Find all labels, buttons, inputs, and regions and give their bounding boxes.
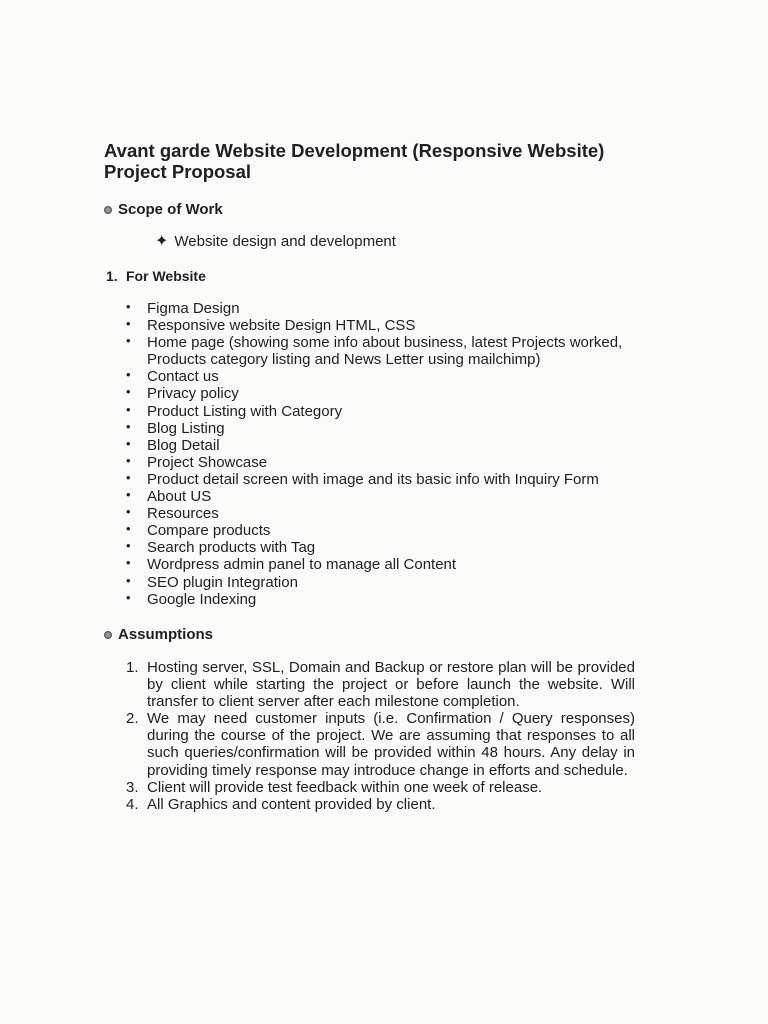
assumption-number: 1. xyxy=(126,659,139,676)
title-line-2: Project Proposal xyxy=(104,161,252,182)
list-item-text: SEO plugin Integration xyxy=(147,573,298,591)
list-item-text: Home page (showing some info about business, latest Projects worked, Products category listing and News Letter using mailchimp) xyxy=(147,334,623,369)
list-item-text: Compare products xyxy=(147,522,271,540)
list-item-text: Blog Listing xyxy=(147,419,225,437)
bullet-dot-icon: • xyxy=(126,384,131,400)
bullet-dot-icon: • xyxy=(126,452,131,468)
list-item xyxy=(126,539,667,556)
assumption-item xyxy=(126,710,635,778)
list-item xyxy=(126,471,667,488)
bullet-dot-icon: • xyxy=(126,418,131,434)
assumption-item xyxy=(126,659,635,710)
bullet-dot-icon: • xyxy=(126,367,131,383)
page-title xyxy=(104,140,704,182)
scope-sub-item xyxy=(155,233,396,251)
list-item-text: Wordpress admin panel to manage all Content xyxy=(147,556,457,574)
bullet-dot-icon: • xyxy=(126,572,131,588)
assumption-number: 2. xyxy=(126,710,139,728)
assumption-text: All Graphics and content provided by client. xyxy=(147,795,436,813)
list-item xyxy=(126,591,667,608)
list-item-text: Blog Detail xyxy=(147,436,220,454)
list-item xyxy=(126,437,667,454)
list-item xyxy=(126,522,667,539)
bullet-dot-icon: • xyxy=(126,299,131,314)
bullet-dot-icon: • xyxy=(126,401,131,417)
list-item xyxy=(126,317,667,334)
list-item xyxy=(126,488,667,505)
list-item-text: Contact us xyxy=(147,368,219,386)
list-item xyxy=(126,403,667,420)
assumption-text: We may need customer inputs (i.e. Confirmation / Query responses) during the course of the project. We are assuming that responses to all such queries/confirmation will be provided within 48 hours. Any delay in providing timely response may introduce change in efforts and schedule. xyxy=(147,710,635,779)
four-point-star-icon: ✦ xyxy=(155,233,169,250)
bullet-dot-icon: • xyxy=(126,555,131,571)
list-item xyxy=(126,505,667,522)
list-item-text: Resources xyxy=(147,505,219,523)
for-website-label: For Website xyxy=(126,268,206,284)
assumption-text: Hosting server, SSL, Domain and Backup or restore plan will be provided by client while starting the project or before launch the website. Will transfer to client server after each milestone completion. xyxy=(147,659,635,711)
list-item-text: About US xyxy=(147,488,212,506)
title-line-1: Avant garde Website Development (Responsive Website) xyxy=(104,140,605,161)
list-item-text: Figma Design xyxy=(147,300,240,317)
assumption-text: Client will provide test feedback within one week of release. xyxy=(147,778,543,796)
assumption-number: 4. xyxy=(126,795,139,813)
list-item xyxy=(126,574,667,591)
assumptions-heading xyxy=(104,626,213,644)
list-item xyxy=(126,556,667,573)
bullet-dot-icon: • xyxy=(126,521,131,537)
bullet-dot-icon: • xyxy=(126,316,131,332)
list-item xyxy=(126,385,667,402)
list-item xyxy=(126,420,667,437)
website-feature-list xyxy=(126,300,667,608)
list-item xyxy=(126,454,667,471)
list-item-text: Product detail screen with image and its basic info with Inquiry Form xyxy=(147,470,599,488)
scope-sub-item-label: Website design and development xyxy=(174,233,396,250)
scope-heading xyxy=(104,201,223,219)
scope-heading-label: Scope of Work xyxy=(118,201,223,218)
bullet-dot-icon: • xyxy=(126,333,131,349)
list-item xyxy=(126,300,667,317)
list-item-text: Responsive website Design HTML, CSS xyxy=(147,317,416,335)
disc-bullet-icon xyxy=(104,631,112,639)
assumptions-heading-label: Assumptions xyxy=(118,626,214,643)
list-item xyxy=(126,368,667,385)
list-item-text: Project Showcase xyxy=(147,453,268,471)
assumptions-list xyxy=(126,659,635,813)
bullet-dot-icon: • xyxy=(126,589,131,605)
assumption-item xyxy=(126,796,635,813)
bullet-dot-icon: • xyxy=(126,538,131,554)
bullet-dot-icon: • xyxy=(126,435,131,451)
list-item-text: Privacy policy xyxy=(147,385,239,403)
assumption-number: 3. xyxy=(126,778,139,796)
list-item-text: Google Indexing xyxy=(147,590,257,608)
bullet-dot-icon: • xyxy=(126,469,131,485)
list-item-text: Search products with Tag xyxy=(147,539,316,557)
bullet-dot-icon: • xyxy=(126,487,131,503)
assumption-item xyxy=(126,779,635,796)
for-website-number: 1. xyxy=(106,268,118,284)
list-item-text: Product Listing with Category xyxy=(147,402,343,420)
disc-bullet-icon xyxy=(104,206,112,214)
bullet-dot-icon: • xyxy=(126,504,131,520)
for-website-heading xyxy=(106,268,206,285)
list-item xyxy=(126,334,667,368)
